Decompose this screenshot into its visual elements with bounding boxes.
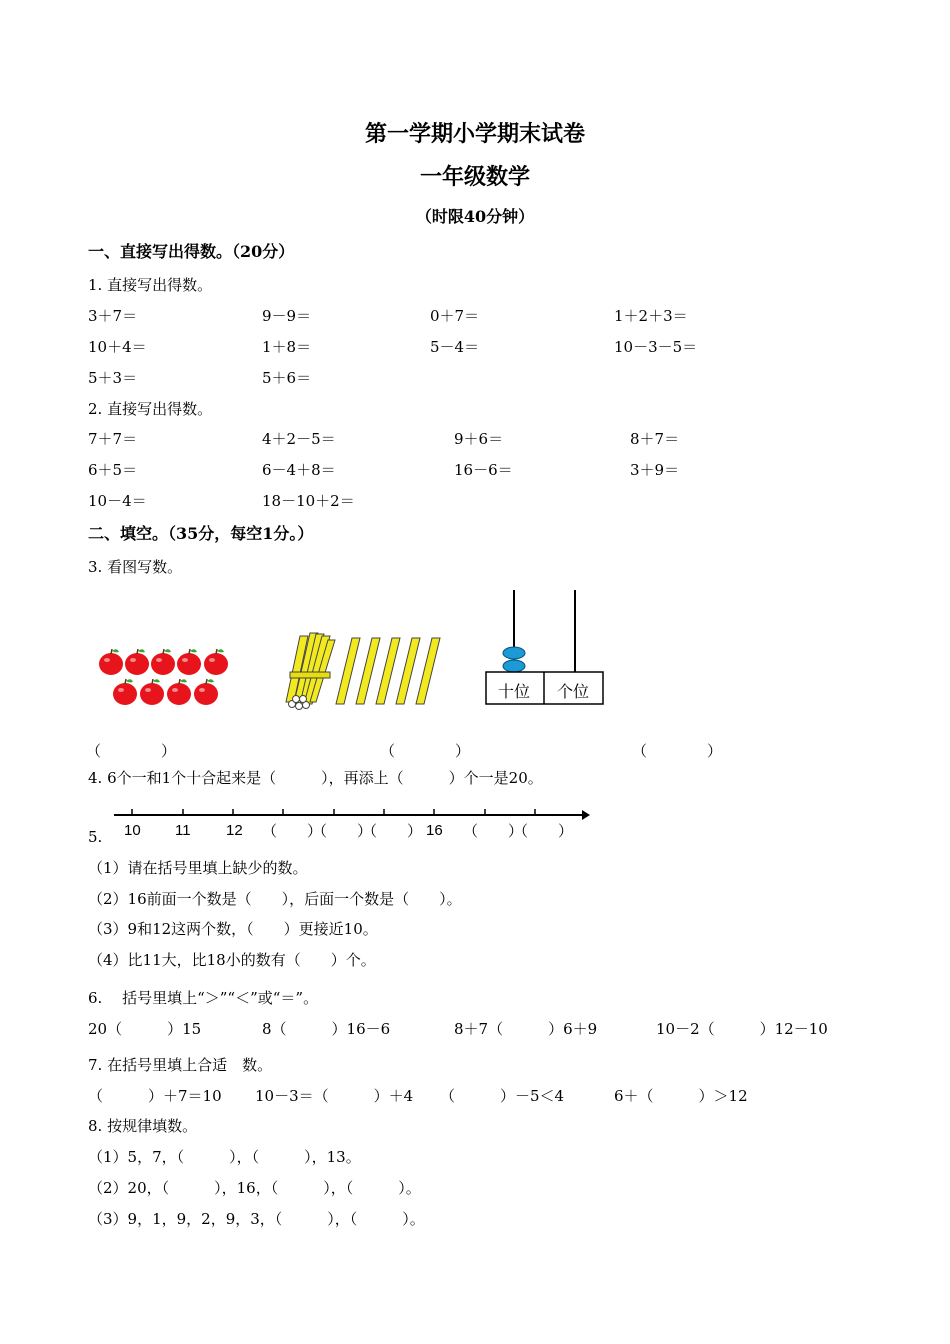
number-line-blank[interactable]: （ ）: [262, 822, 323, 840]
q8-sub: （2）20，（ ），16，（ ），（ ）。: [88, 1179, 421, 1197]
q6-item: 20（ ）15: [88, 1020, 202, 1038]
number-line-blank[interactable]: （ ）: [513, 822, 574, 840]
section-2-title: 二、填空。（35分，每空1分。）: [88, 524, 314, 543]
q2-item: 18－10＋2＝: [262, 492, 355, 510]
q3-answer-blank[interactable]: （ ）: [632, 742, 723, 760]
apples-image: [95, 642, 240, 712]
q3-answer-blank[interactable]: （ ）: [380, 742, 471, 760]
number-line-tick: 11: [175, 822, 191, 839]
q2-item: 6＋5＝: [88, 461, 138, 479]
abacus-ones-label: 个位: [557, 682, 590, 701]
q2-item: 8＋7＝: [630, 430, 680, 448]
q6-label: 6. 括号里填上“＞”“＜”或“＝”。: [88, 989, 319, 1007]
abacus-tens-label: 十位: [498, 682, 531, 701]
q5-sub: （3）9和12这两个数，（ ）更接近10。: [88, 920, 378, 938]
q2-item: 10－4＝: [88, 492, 147, 510]
q4-text: 4. 6个一和1个十合起来是（ ），再添上（ ）个一是20。: [88, 769, 543, 787]
q1-item: 0＋7＝: [430, 307, 480, 325]
q8-sub: （1）5，7，（ ），（ ），13。: [88, 1148, 361, 1166]
number-line-blank[interactable]: （ ）: [463, 822, 524, 840]
q2-item: 6－4＋8＝: [262, 461, 336, 479]
q8-label: 8. 按规律填数。: [88, 1117, 198, 1135]
q2-item: 7＋7＝: [88, 430, 138, 448]
q1-item: 5－4＝: [430, 338, 480, 356]
q7-item: 10－3＝（ ）＋4: [255, 1087, 414, 1105]
q1-item: 10－3－5＝: [614, 338, 698, 356]
q6-item: 8＋7（ ）6＋9: [454, 1020, 598, 1038]
q1-item: 1＋2＋3＝: [614, 307, 688, 325]
q7-item: 6＋（ ）＞12: [614, 1087, 748, 1105]
q7-item: （ ）－5＜4: [440, 1087, 565, 1105]
q1-item: 3＋7＝: [88, 307, 138, 325]
number-line-tick: 16: [426, 822, 443, 839]
section-1-title: 一、直接写出得数。（20分）: [88, 242, 295, 261]
q6-item: 10－2（ ）12－10: [656, 1020, 828, 1038]
q6-item: 8（ ）16－6: [262, 1020, 391, 1038]
number-line-tick: 12: [226, 822, 243, 839]
q8-sub: （3）9，1，9，2，9，3，（ ），（ ）。: [88, 1210, 425, 1228]
number-line-blank[interactable]: （ ）: [362, 822, 423, 840]
q1-item: 9－9＝: [262, 307, 312, 325]
number-line-blank[interactable]: （ ）: [312, 822, 373, 840]
q7-label: 7. 在括号里填上合适 数。: [88, 1056, 273, 1074]
number-line-tick: 10: [124, 822, 141, 839]
q5-sub: （2）16前面一个数是（ ），后面一个数是（ ）。: [88, 890, 462, 908]
q5-sub: （1）请在括号里填上缺少的数。: [88, 859, 308, 877]
q1-label: 1. 直接写出得数。: [88, 276, 213, 294]
q1-item: 10＋4＝: [88, 338, 147, 356]
q7-item: （ ）＋7＝10: [88, 1087, 222, 1105]
q1-item: 5＋3＝: [88, 369, 138, 387]
page-title: 第一学期小学期末试卷: [364, 121, 585, 147]
q5-sub: （4）比11大，比18小的数有（ ）个。: [88, 951, 376, 969]
q2-item: 16－6＝: [454, 461, 513, 479]
time-limit: （时限40分钟）: [415, 207, 535, 226]
q1-item: 5＋6＝: [262, 369, 312, 387]
page-subtitle: 一年级数学: [419, 164, 530, 190]
q2-item: 3＋9＝: [630, 461, 680, 479]
sticks-image: [280, 628, 450, 716]
q3-label: 3. 看图写数。: [88, 558, 183, 576]
q3-answer-blank[interactable]: （ ）: [86, 742, 177, 760]
q2-item: 4＋2－5＝: [262, 430, 336, 448]
q5-number: 5.: [88, 828, 103, 846]
q2-item: 9＋6＝: [454, 430, 504, 448]
q2-label: 2. 直接写出得数。: [88, 400, 213, 418]
q1-item: 1＋8＝: [262, 338, 312, 356]
